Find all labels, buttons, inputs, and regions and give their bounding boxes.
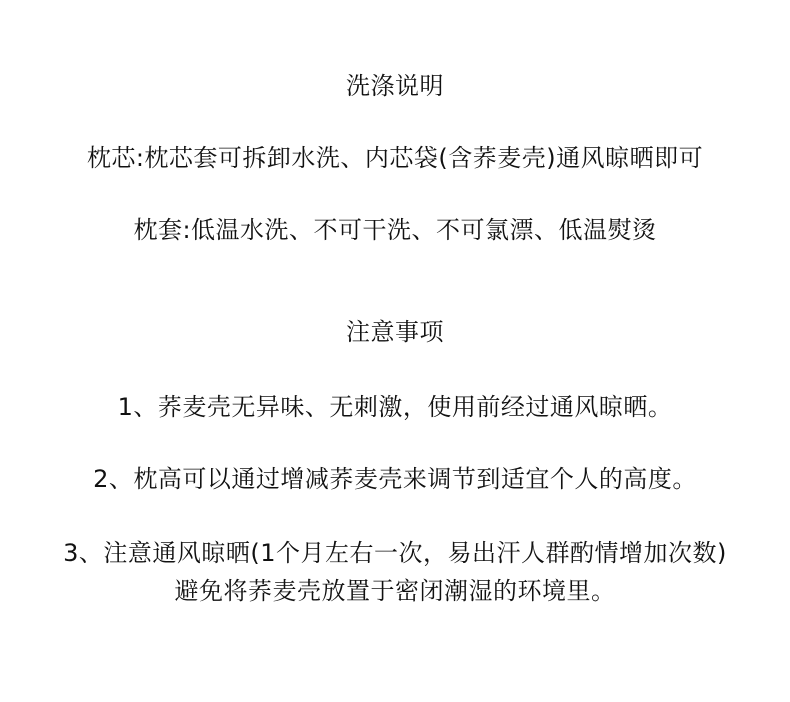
note-item-2: 2、枕高可以通过增减荞麦壳来调节到适宜个人的高度。 xyxy=(93,465,697,493)
washing-cover-instruction: 枕套:低温水洗、不可干洗、不可氯漂、低温熨烫 xyxy=(133,216,657,244)
note-item-3-line-1: 3、注意通风晾晒(1个月左右一次，易出汗人群酌情增加次数) xyxy=(63,539,727,567)
note-item-3-line-2: 避免将荞麦壳放置于密闭潮湿的环境里。 xyxy=(174,577,616,605)
washing-title: 洗涤说明 xyxy=(346,72,444,100)
washing-core-instruction: 枕芯:枕芯套可拆卸水洗、内芯袋(含荞麦壳)通风晾晒即可 xyxy=(86,144,704,172)
notes-title: 注意事项 xyxy=(346,318,444,346)
note-item-1: 1、荞麦壳无异味、无刺激，使用前经过通风晾晒。 xyxy=(117,393,673,421)
